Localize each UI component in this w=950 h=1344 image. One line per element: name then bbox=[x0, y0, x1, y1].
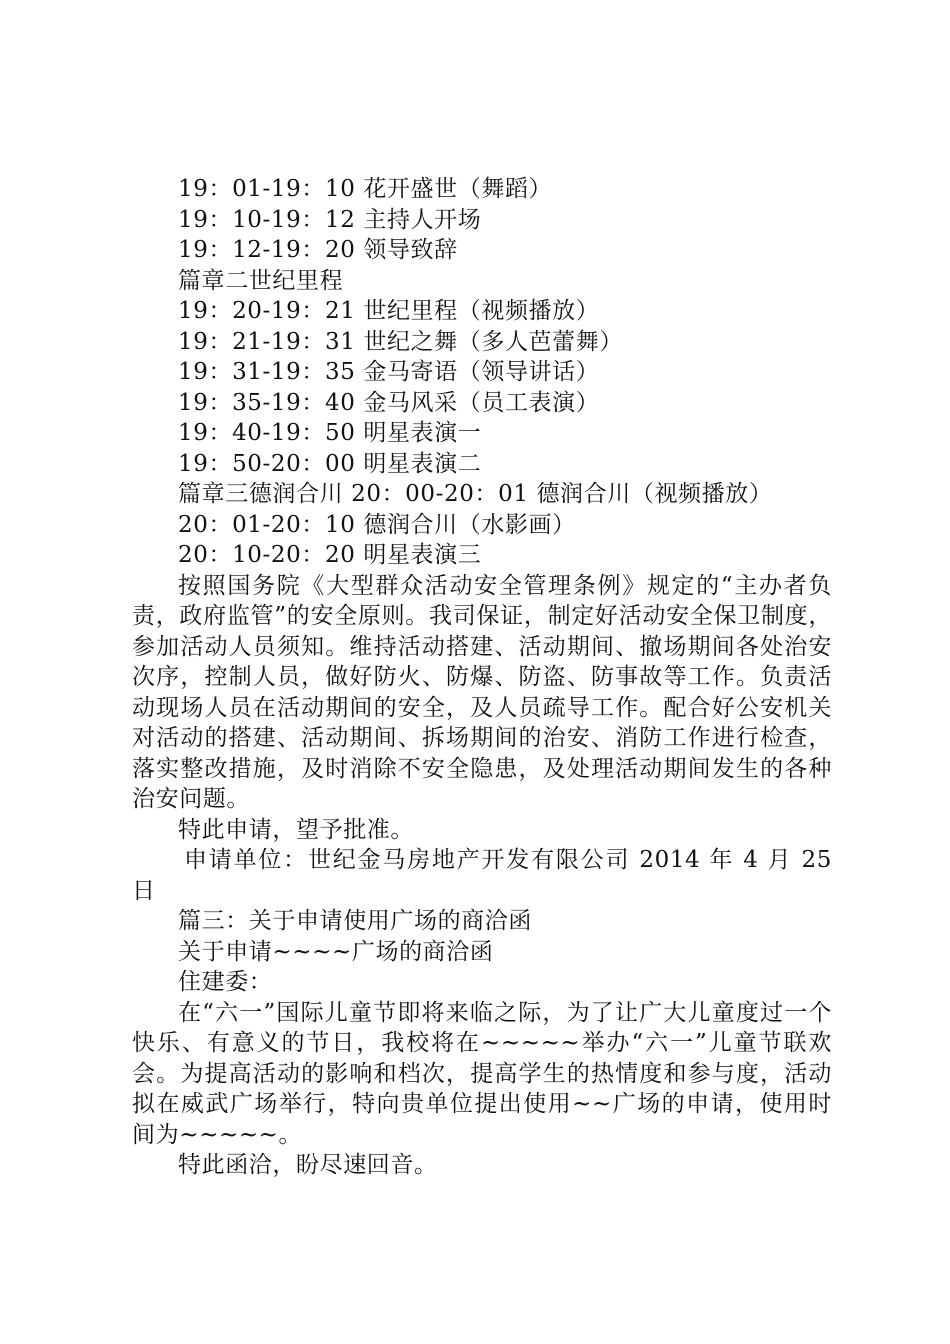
program-schedule bbox=[132, 174, 832, 571]
chapter-heading: 篇章二世纪里程 bbox=[178, 267, 344, 294]
schedule-item: 20：01-20：10 德润合川（水影画） bbox=[178, 511, 576, 538]
letter-title: 关于申请~~~~广场的商洽函 bbox=[178, 938, 494, 965]
schedule-item: 19：12-19：20 领导致辞 bbox=[178, 237, 458, 263]
schedule-item: 19：10-19：12 主持人开场 bbox=[178, 206, 482, 233]
schedule-item: 20：10-20：20 明星表演三 bbox=[178, 542, 482, 568]
document-body bbox=[132, 174, 832, 1181]
chapter-heading: 篇章三德润合川 20：00-20：01 德润合川（视频播放） bbox=[178, 481, 773, 507]
schedule-item: 19：35-19：40 金马风采（员工表演） bbox=[178, 389, 600, 416]
applicant-signature: 申请单位：世纪金马房地产开发有限公司 2014 年 4 月 25 日 bbox=[132, 847, 832, 904]
letter-closing: 特此函洽，盼尽速回音。 bbox=[178, 1152, 438, 1178]
schedule-item: 19：21-19：31 世纪之舞（多人芭蕾舞） bbox=[178, 328, 623, 355]
letter-body: 在“六一”国际儿童节即将来临之际，为了让广大儿童度过一个快乐、有意义的节日，我校将在~~~~~举办“六一”儿童节联欢会。为提高活动的影响和档次，提高学生的热情度和参与度，活动拟在威武广场举行，特向贵单位提出使用~~广场的申请，使用时间为~~~~~。 bbox=[132, 999, 832, 1148]
schedule-item: 19：50-20：00 明星表演二 bbox=[178, 450, 482, 477]
schedule-item: 19：31-19：35 金马寄语（领导讲话） bbox=[178, 359, 600, 385]
safety-paragraph: 按照国务院《大型群众活动安全管理条例》规定的“主办者负责，政府监管”的安全原则。我司保证，制定好活动安全保卫制度，参加活动人员须知。维持活动搭建、活动期间、撤场期间各处治安次序，控制人员，做好防火、防爆、防盗、防事故等工作。负责活动现场人员在活动期间的安全，及人员疏导工作。配合好公安机关对活动的搭建、活动期间、拆场期间的治安、消防工作进行检查，落实整改措施，及时消除不安全隐患，及处理活动期间发生的各种治安问题。 bbox=[132, 572, 832, 812]
schedule-item: 19：40-19：50 明星表演一 bbox=[178, 420, 482, 446]
request-closing: 特此申请，望予批准。 bbox=[178, 816, 414, 843]
schedule-item: 19：20-19：21 世纪里程（视频播放） bbox=[178, 298, 600, 324]
section-title: 篇三：关于申请使用广场的商洽函 bbox=[178, 908, 532, 934]
schedule-item: 19：01-19：10 花开盛世（舞蹈） bbox=[178, 176, 553, 202]
letter-recipient: 住建委： bbox=[178, 969, 273, 995]
